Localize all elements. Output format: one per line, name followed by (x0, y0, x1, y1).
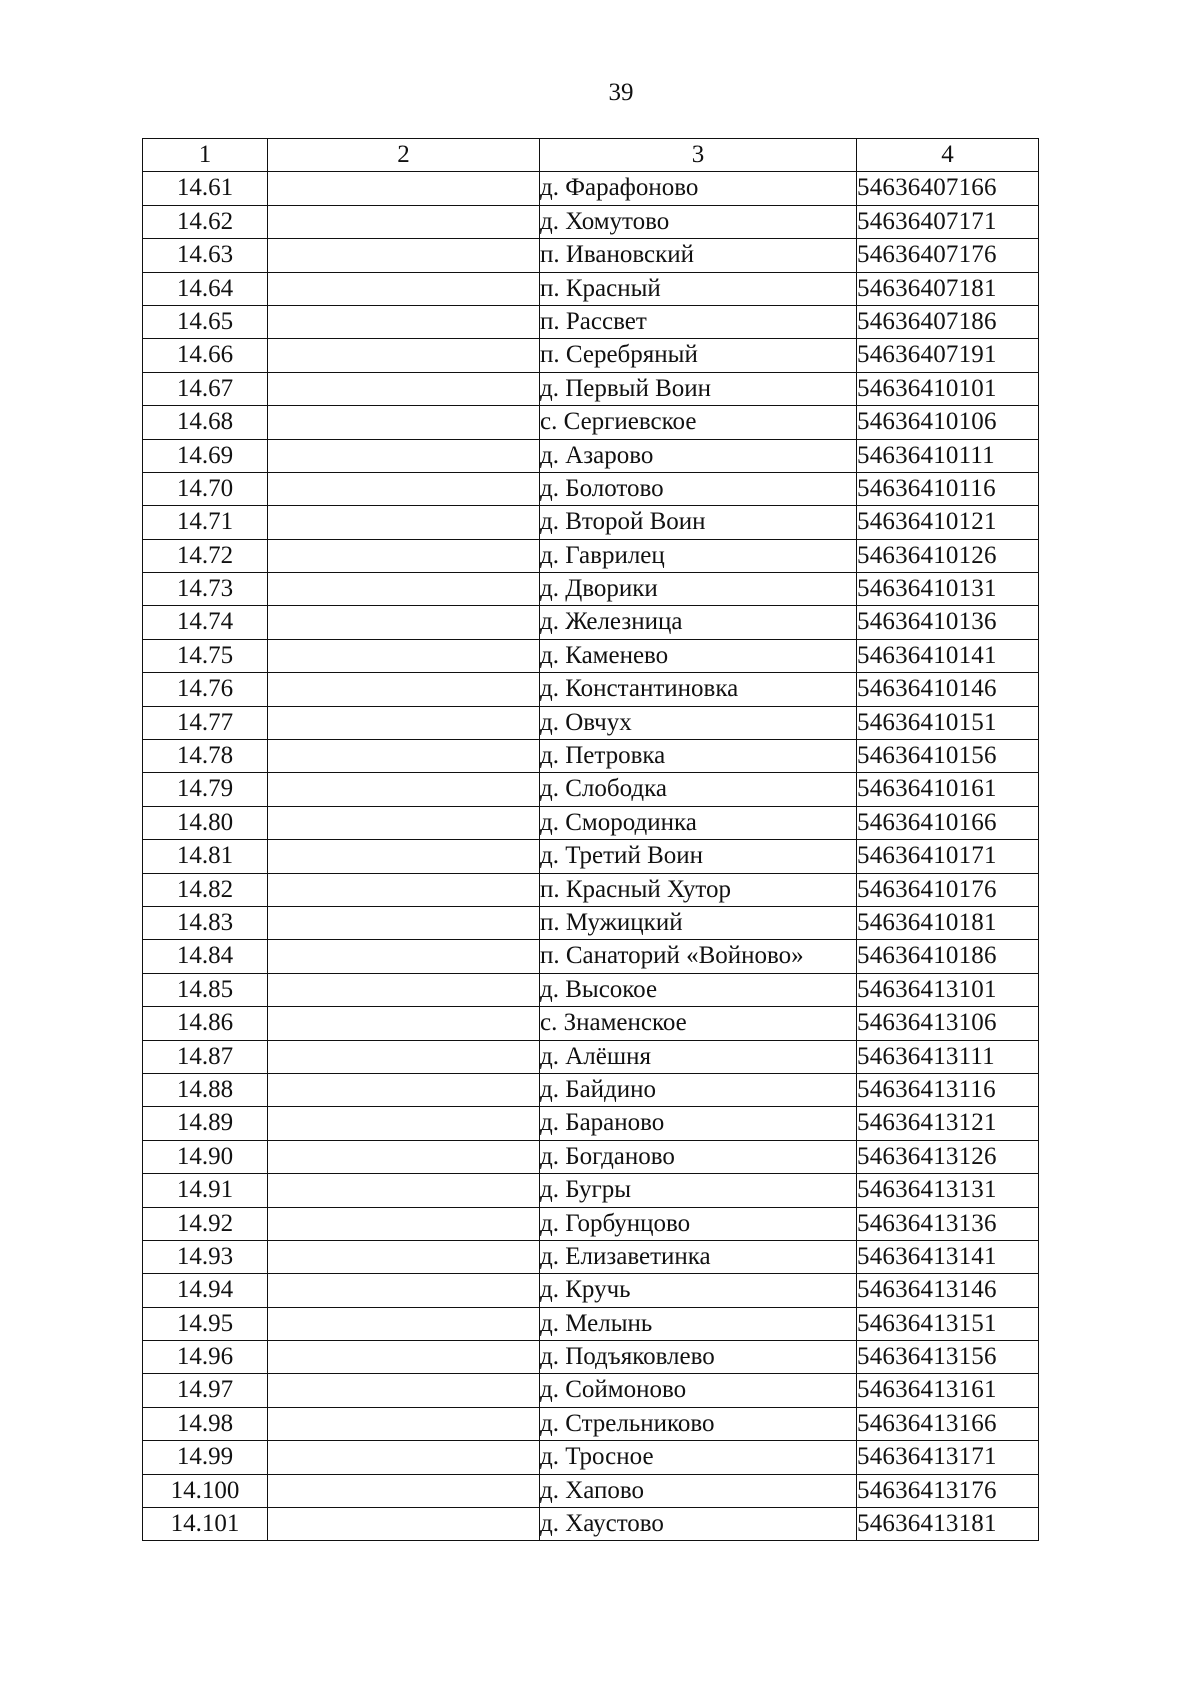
settlement-name-cell: п. Серебряный (540, 339, 857, 372)
settlement-name-cell: д. Хапово (540, 1474, 857, 1507)
empty-cell (268, 1407, 540, 1440)
oktmo-code-cell: 54636407176 (857, 239, 1039, 272)
empty-cell (268, 639, 540, 672)
row-number-cell: 14.65 (143, 305, 268, 338)
column-header-3: 3 (540, 139, 857, 172)
row-number-cell: 14.100 (143, 1474, 268, 1507)
row-number-cell: 14.61 (143, 172, 268, 205)
settlement-name-cell: д. Смородинка (540, 806, 857, 839)
table-row (143, 1240, 1039, 1273)
empty-cell (268, 506, 540, 539)
table-row (143, 205, 1039, 238)
oktmo-code-cell: 54636410146 (857, 673, 1039, 706)
row-number-cell: 14.63 (143, 239, 268, 272)
table-row (143, 1007, 1039, 1040)
empty-cell (268, 673, 540, 706)
oktmo-code-cell: 54636410161 (857, 773, 1039, 806)
table-row (143, 439, 1039, 472)
table-row (143, 1174, 1039, 1207)
settlement-name-cell: д. Кручь (540, 1274, 857, 1307)
row-number-cell: 14.77 (143, 706, 268, 739)
empty-cell (268, 773, 540, 806)
empty-cell (268, 305, 540, 338)
settlements-table (142, 138, 1039, 1541)
row-number-cell: 14.72 (143, 539, 268, 572)
table-row (143, 1374, 1039, 1407)
row-number-cell: 14.68 (143, 406, 268, 439)
table-row (143, 1107, 1039, 1140)
oktmo-code-cell: 54636413106 (857, 1007, 1039, 1040)
table-header-row (143, 139, 1039, 172)
table-row (143, 806, 1039, 839)
table-row (143, 1207, 1039, 1240)
row-number-cell: 14.90 (143, 1140, 268, 1173)
table-row (143, 1508, 1039, 1541)
empty-cell (268, 1174, 540, 1207)
oktmo-code-cell: 54636410151 (857, 706, 1039, 739)
empty-cell (268, 606, 540, 639)
oktmo-code-cell: 54636410101 (857, 372, 1039, 405)
table-row (143, 472, 1039, 505)
row-number-cell: 14.91 (143, 1174, 268, 1207)
oktmo-code-cell: 54636407186 (857, 305, 1039, 338)
row-number-cell: 14.82 (143, 873, 268, 906)
oktmo-code-cell: 54636410166 (857, 806, 1039, 839)
settlement-name-cell: с. Сергиевское (540, 406, 857, 439)
settlement-name-cell: п. Рассвет (540, 305, 857, 338)
empty-cell (268, 1073, 540, 1106)
row-number-cell: 14.70 (143, 472, 268, 505)
table-row (143, 372, 1039, 405)
row-number-cell: 14.98 (143, 1407, 268, 1440)
oktmo-code-cell: 54636413111 (857, 1040, 1039, 1073)
table-row (143, 906, 1039, 939)
oktmo-code-cell: 54636410116 (857, 472, 1039, 505)
row-number-cell: 14.95 (143, 1307, 268, 1340)
settlement-name-cell: д. Овчух (540, 706, 857, 739)
oktmo-code-cell: 54636413156 (857, 1341, 1039, 1374)
oktmo-code-cell: 54636410141 (857, 639, 1039, 672)
row-number-cell: 14.93 (143, 1240, 268, 1273)
settlement-name-cell: д. Горбунцово (540, 1207, 857, 1240)
row-number-cell: 14.73 (143, 573, 268, 606)
row-number-cell: 14.79 (143, 773, 268, 806)
oktmo-code-cell: 54636413136 (857, 1207, 1039, 1240)
empty-cell (268, 1140, 540, 1173)
table-row (143, 1341, 1039, 1374)
oktmo-code-cell: 54636410186 (857, 940, 1039, 973)
table-row (143, 606, 1039, 639)
oktmo-code-cell: 54636413121 (857, 1107, 1039, 1140)
row-number-cell: 14.96 (143, 1341, 268, 1374)
oktmo-code-cell: 54636413131 (857, 1174, 1039, 1207)
oktmo-code-cell: 54636410111 (857, 439, 1039, 472)
row-number-cell: 14.99 (143, 1441, 268, 1474)
oktmo-code-cell: 54636410181 (857, 906, 1039, 939)
table-row (143, 506, 1039, 539)
empty-cell (268, 973, 540, 1006)
oktmo-code-cell: 54636413126 (857, 1140, 1039, 1173)
table-row (143, 539, 1039, 572)
empty-cell (268, 1040, 540, 1073)
settlement-name-cell: д. Фарафоново (540, 172, 857, 205)
empty-cell (268, 472, 540, 505)
empty-cell (268, 406, 540, 439)
table-row (143, 773, 1039, 806)
row-number-cell: 14.69 (143, 439, 268, 472)
settlement-name-cell: д. Тросное (540, 1441, 857, 1474)
table-row (143, 1140, 1039, 1173)
empty-cell (268, 1307, 540, 1340)
table-row (143, 1441, 1039, 1474)
settlement-name-cell: д. Бараново (540, 1107, 857, 1140)
empty-cell (268, 873, 540, 906)
settlement-name-cell: д. Болотово (540, 472, 857, 505)
oktmo-code-cell: 54636410106 (857, 406, 1039, 439)
settlement-name-cell: д. Хомутово (540, 205, 857, 238)
settlement-name-cell: д. Дворики (540, 573, 857, 606)
table-row (143, 1474, 1039, 1507)
table-row (143, 272, 1039, 305)
table-row (143, 840, 1039, 873)
row-number-cell: 14.89 (143, 1107, 268, 1140)
row-number-cell: 14.64 (143, 272, 268, 305)
table-row (143, 740, 1039, 773)
oktmo-code-cell: 54636410131 (857, 573, 1039, 606)
empty-cell (268, 539, 540, 572)
settlement-name-cell: д. Железница (540, 606, 857, 639)
empty-cell (268, 1007, 540, 1040)
row-number-cell: 14.66 (143, 339, 268, 372)
empty-cell (268, 840, 540, 873)
settlement-name-cell: д. Константиновка (540, 673, 857, 706)
row-number-cell: 14.62 (143, 205, 268, 238)
table-row (143, 706, 1039, 739)
empty-cell (268, 1508, 540, 1541)
settlement-name-cell: д. Петровка (540, 740, 857, 773)
table-row (143, 1040, 1039, 1073)
row-number-cell: 14.76 (143, 673, 268, 706)
oktmo-code-cell: 54636413161 (857, 1374, 1039, 1407)
settlement-name-cell: д. Подъяковлево (540, 1341, 857, 1374)
table-body (143, 172, 1039, 1541)
empty-cell (268, 1274, 540, 1307)
oktmo-code-cell: 54636410171 (857, 840, 1039, 873)
oktmo-code-cell: 54636413116 (857, 1073, 1039, 1106)
empty-cell (268, 439, 540, 472)
oktmo-code-cell: 54636413146 (857, 1274, 1039, 1307)
empty-cell (268, 1374, 540, 1407)
settlement-name-cell: д. Алёшня (540, 1040, 857, 1073)
row-number-cell: 14.75 (143, 639, 268, 672)
table-row (143, 639, 1039, 672)
table-row (143, 406, 1039, 439)
settlement-name-cell: п. Мужицкий (540, 906, 857, 939)
table-row (143, 873, 1039, 906)
settlement-name-cell: д. Бугры (540, 1174, 857, 1207)
settlement-name-cell: п. Санаторий «Войново» (540, 940, 857, 973)
table-row (143, 239, 1039, 272)
table-row (143, 973, 1039, 1006)
empty-cell (268, 1441, 540, 1474)
row-number-cell: 14.74 (143, 606, 268, 639)
table-row (143, 1073, 1039, 1106)
column-header-1: 1 (143, 139, 268, 172)
row-number-cell: 14.81 (143, 840, 268, 873)
settlement-name-cell: д. Стрельниково (540, 1407, 857, 1440)
row-number-cell: 14.97 (143, 1374, 268, 1407)
settlement-name-cell: п. Ивановский (540, 239, 857, 272)
row-number-cell: 14.85 (143, 973, 268, 1006)
oktmo-code-cell: 54636410121 (857, 506, 1039, 539)
settlement-name-cell: д. Байдино (540, 1073, 857, 1106)
row-number-cell: 14.83 (143, 906, 268, 939)
settlement-name-cell: п. Красный (540, 272, 857, 305)
row-number-cell: 14.94 (143, 1274, 268, 1307)
row-number-cell: 14.84 (143, 940, 268, 973)
settlement-name-cell: д. Азарово (540, 439, 857, 472)
empty-cell (268, 1341, 540, 1374)
oktmo-code-cell: 54636407166 (857, 172, 1039, 205)
oktmo-code-cell: 54636413176 (857, 1474, 1039, 1507)
oktmo-code-cell: 54636407191 (857, 339, 1039, 372)
row-number-cell: 14.78 (143, 740, 268, 773)
settlement-name-cell: с. Знаменское (540, 1007, 857, 1040)
oktmo-code-cell: 54636410156 (857, 740, 1039, 773)
empty-cell (268, 806, 540, 839)
oktmo-code-cell: 54636407181 (857, 272, 1039, 305)
settlement-name-cell: д. Богданово (540, 1140, 857, 1173)
table-row (143, 1307, 1039, 1340)
empty-cell (268, 573, 540, 606)
settlement-name-cell: д. Высокое (540, 973, 857, 1006)
empty-cell (268, 339, 540, 372)
settlement-name-cell: д. Слободка (540, 773, 857, 806)
table-row (143, 339, 1039, 372)
page-number: 39 (608, 79, 634, 106)
empty-cell (268, 172, 540, 205)
oktmo-code-cell: 54636413181 (857, 1508, 1039, 1541)
empty-cell (268, 239, 540, 272)
table-row (143, 1274, 1039, 1307)
table-row (143, 573, 1039, 606)
oktmo-code-cell: 54636413166 (857, 1407, 1039, 1440)
row-number-cell: 14.67 (143, 372, 268, 405)
settlement-name-cell: д. Первый Воин (540, 372, 857, 405)
settlement-name-cell: д. Мелынь (540, 1307, 857, 1340)
settlement-name-cell: д. Каменево (540, 639, 857, 672)
oktmo-code-cell: 54636413171 (857, 1441, 1039, 1474)
settlement-name-cell: д. Елизаветинка (540, 1240, 857, 1273)
oktmo-code-cell: 54636413151 (857, 1307, 1039, 1340)
row-number-cell: 14.101 (143, 1508, 268, 1541)
oktmo-code-cell: 54636410126 (857, 539, 1039, 572)
table-row (143, 172, 1039, 205)
table-row (143, 673, 1039, 706)
empty-cell (268, 706, 540, 739)
row-number-cell: 14.86 (143, 1007, 268, 1040)
empty-cell (268, 372, 540, 405)
column-header-2: 2 (268, 139, 540, 172)
oktmo-code-cell: 54636410136 (857, 606, 1039, 639)
settlement-name-cell: д. Гаврилец (540, 539, 857, 572)
oktmo-code-cell: 54636410176 (857, 873, 1039, 906)
settlement-name-cell: д. Хаустово (540, 1508, 857, 1541)
table-row (143, 305, 1039, 338)
empty-cell (268, 740, 540, 773)
oktmo-code-cell: 54636413141 (857, 1240, 1039, 1273)
empty-cell (268, 906, 540, 939)
row-number-cell: 14.92 (143, 1207, 268, 1240)
empty-cell (268, 1207, 540, 1240)
oktmo-code-cell: 54636413101 (857, 973, 1039, 1006)
empty-cell (268, 1474, 540, 1507)
settlement-name-cell: д. Второй Воин (540, 506, 857, 539)
settlement-name-cell: п. Красный Хутор (540, 873, 857, 906)
empty-cell (268, 205, 540, 238)
empty-cell (268, 1240, 540, 1273)
settlement-name-cell: д. Третий Воин (540, 840, 857, 873)
row-number-cell: 14.87 (143, 1040, 268, 1073)
oktmo-code-cell: 54636407171 (857, 205, 1039, 238)
empty-cell (268, 940, 540, 973)
row-number-cell: 14.88 (143, 1073, 268, 1106)
settlement-name-cell: д. Соймоново (540, 1374, 857, 1407)
row-number-cell: 14.80 (143, 806, 268, 839)
column-header-4: 4 (857, 139, 1039, 172)
table-row (143, 940, 1039, 973)
table-row (143, 1407, 1039, 1440)
row-number-cell: 14.71 (143, 506, 268, 539)
empty-cell (268, 272, 540, 305)
empty-cell (268, 1107, 540, 1140)
